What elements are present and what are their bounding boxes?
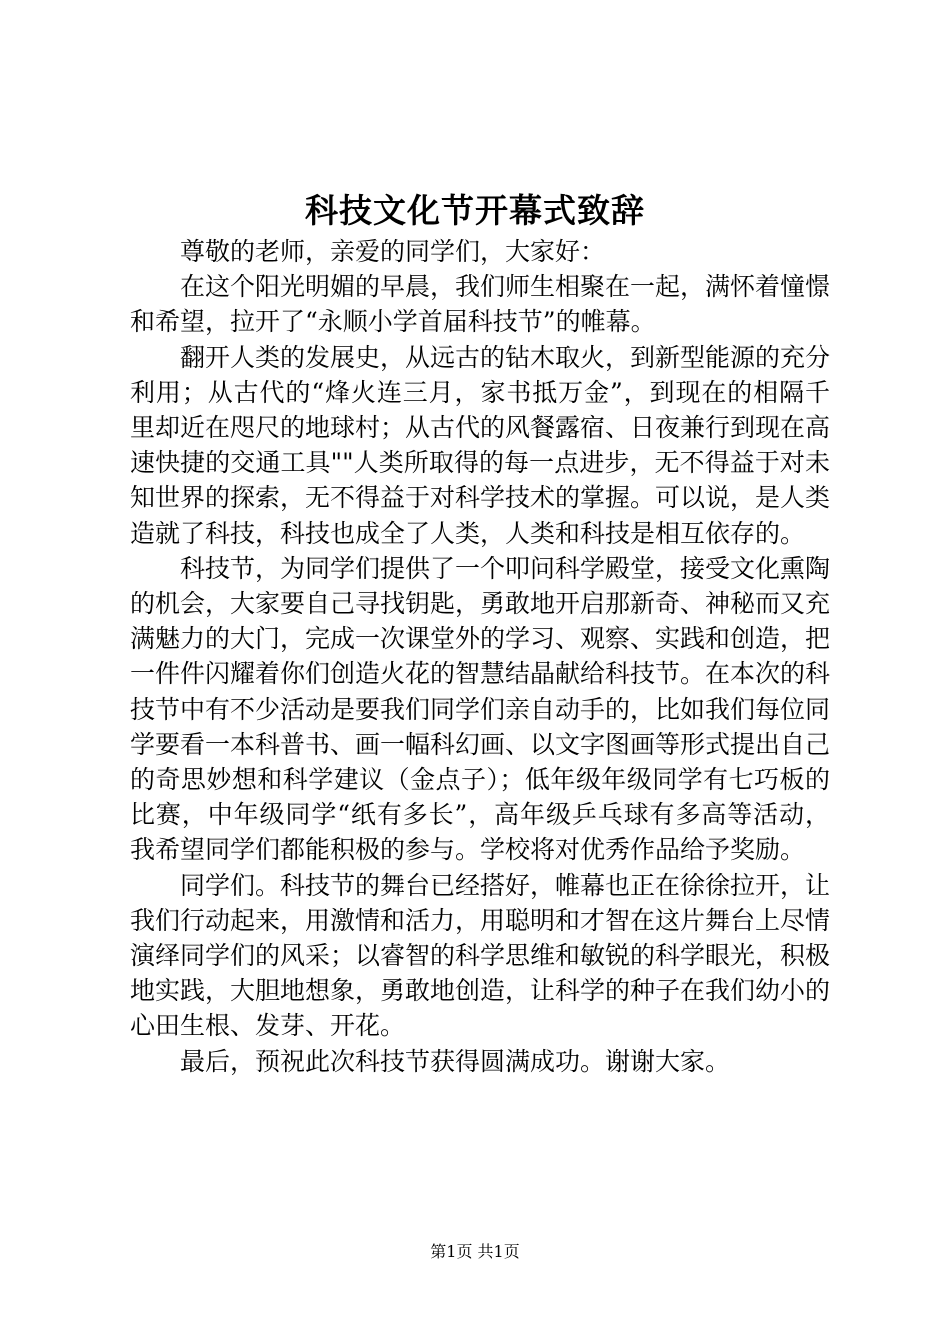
paragraph-closing: 最后，预祝此次科技节获得圆满成功。谢谢大家。 (180, 1046, 731, 1076)
paragraph-history: 翻开人类的发展史，从远古的钻木取火，到新型能源的充分利用；从古代的“烽火连三月，家书抵万金”，到现在的相隔千里却近在咫尺的地球村；从古代的风餐露宿、日夜兼行到现在高速快捷的交通工具""人类所取得的每一点进步，无不得益于对未知世界的探索，无不得益于对科学技术的掌握。可以说，是人类造就了科技，科技也成全了人类，人类和科技是相互依存的。 (130, 342, 831, 548)
paragraph-activities: 科技节，为同学们提供了一个叩问科学殿堂，接受文化熏陶的机会，大家要自己寻找钥匙，勇敢地开启那新奇、神秘而又充满魅力的大门，完成一次课堂外的学习、观察、实践和创造，把一件件闪耀着你们创造火花的智慧结晶献给科技节。在本次的科技节中有不少活动是要我们同学们亲自动手的，比如我们每位同学要看一本科普书、画一幅科幻画、以文字图画等形式提出自己的奇思妙想和科学建议（金点子）；低年级年级同学有七巧板的比赛，中年级同学“纸有多长”，高年级乒乓球有多高等活动，我希望同学们都能积极的参与。学校将对优秀作品给予奖励。 (130, 553, 831, 865)
page-footer: 第1页 共1页 (430, 1242, 520, 1261)
document-body (130, 234, 830, 1079)
document-title: 科技文化节开幕式致辞 (305, 191, 645, 230)
paragraph-greeting: 尊敬的老师，亲爱的同学们，大家好： (180, 237, 606, 266)
paragraph-call-to-action: 同学们。科技节的舞台已经搭好，帷幕也正在徐徐拉开，让我们行动起来，用激情和活力，用聪明和才智在这片舞台上尽情演绎同学们的风采；以睿智的科学思维和敏锐的科学眼光，积极地实践，大胆地想象，勇敢地创造，让科学的种子在我们幼小的心田生根、发芽、开花。 (130, 870, 831, 1041)
paragraph-opening: 在这个阳光明媚的早晨，我们师生相聚在一起，满怀着憧憬和希望，拉开了“永顺小学首届科技节”的帷幕。 (130, 272, 831, 337)
